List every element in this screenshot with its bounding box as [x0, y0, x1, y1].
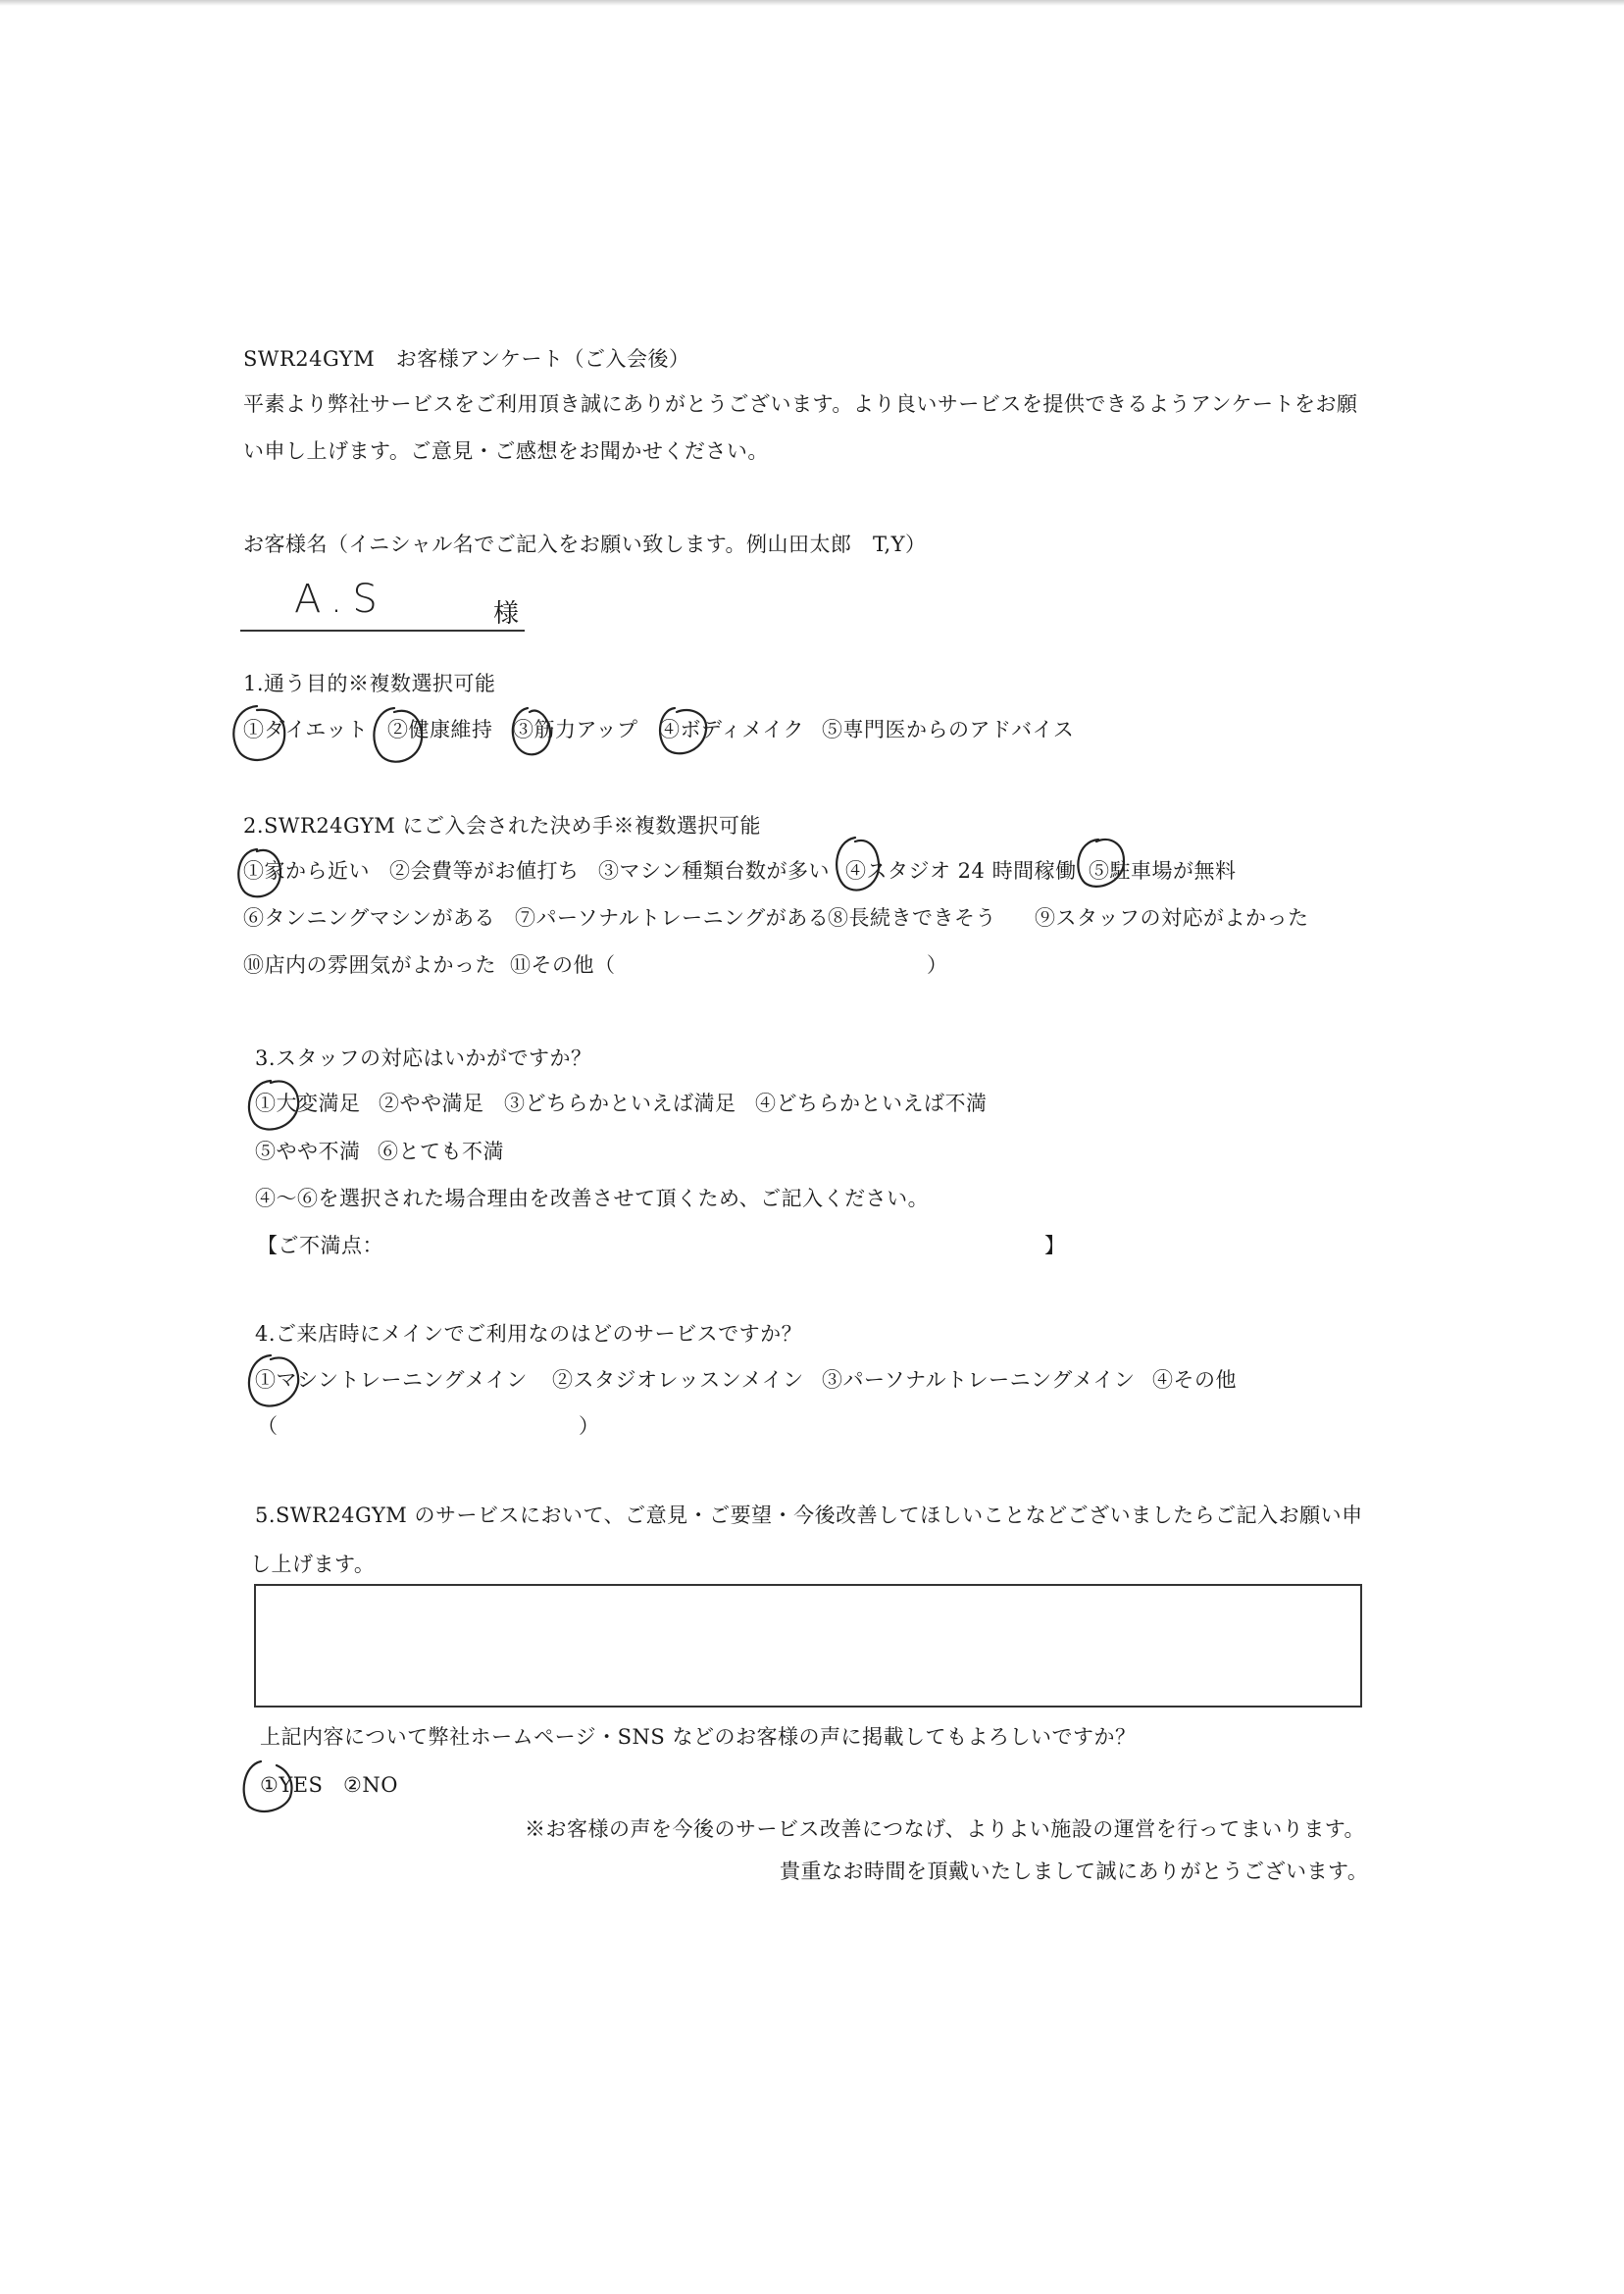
q4-option-2[interactable]: ②スタジオレッスンメイン: [552, 1368, 804, 1392]
q1-option-1[interactable]: ①ダイエット: [243, 718, 369, 741]
q3-complaint-label: 【ご不満点：: [257, 1234, 383, 1257]
consent-question: 上記内容について弊社ホームページ・SNS などのお客様の声に掲載してもよろしいですか？: [260, 1725, 1137, 1749]
intro-line-1: 平素より弊社サービスをご利用頂き誠にありがとうございます。より良いサービスを提供できるようアンケートをお願: [243, 392, 1358, 416]
q3-option-1[interactable]: ①大変満足: [255, 1092, 361, 1115]
q3-option-4[interactable]: ④どちらかといえば不満: [755, 1092, 988, 1115]
q2-option-5[interactable]: ⑤駐車場が無料: [1089, 859, 1237, 883]
q4-option-4[interactable]: ④その他: [1152, 1368, 1237, 1392]
q5-heading-line-1: 5.SWR24GYM のサービスにおいて、ご意見・ご要望・今後改善してほしいことなどございましたらご記入お願い申: [255, 1504, 1363, 1527]
q2-option-4[interactable]: ④スタジオ 24 時間稼働: [845, 859, 1077, 883]
q3-option-5[interactable]: ⑤やや不満: [255, 1140, 361, 1163]
q3-option-2[interactable]: ②やや満足: [379, 1092, 484, 1115]
q2-option-11[interactable]: ⑪その他（: [510, 953, 616, 977]
q2-option-1[interactable]: ①家から近い: [243, 859, 370, 883]
q1-option-4[interactable]: ④ボディメイク: [659, 718, 804, 741]
q1-option-2[interactable]: ②健康維持: [387, 718, 493, 741]
q2-option-3[interactable]: ③マシン種類台数が多い: [598, 859, 830, 883]
q4-other-open: （: [257, 1414, 279, 1438]
q3-note: ④～⑥を選択された場合理由を改善させて頂くため、ご記入ください。: [255, 1187, 930, 1210]
q4-other-close: ）: [579, 1414, 600, 1438]
form-title: SWR24GYM お客様アンケート（ご入会後）: [243, 347, 690, 371]
q2-other-close: ）: [927, 953, 948, 977]
q5-comment-box[interactable]: [254, 1584, 1362, 1708]
q1-heading: 1.通う目的※複数選択可能: [243, 672, 496, 695]
q2-option-6[interactable]: ⑥タンニングマシンがある: [243, 906, 496, 930]
q1-option-5[interactable]: ⑤専門医からのアドバイス: [822, 718, 1075, 741]
q3-option-6[interactable]: ⑥とても不満: [378, 1140, 504, 1163]
q4-option-3[interactable]: ③パーソナルトレーニングメイン: [822, 1368, 1136, 1392]
q3-complaint-close: 】: [1044, 1234, 1066, 1257]
q1-option-3[interactable]: ③筋力アップ: [513, 718, 638, 741]
consent-option-no[interactable]: ②NO: [343, 1773, 398, 1797]
intro-line-2: い申し上げます。ご意見・ご感想をお聞かせください。: [243, 439, 769, 463]
q5-comment-text: [256, 1586, 1360, 1606]
q2-option-8[interactable]: ⑧長続きできそう: [828, 906, 996, 930]
footer-note-1: ※お客様の声を今後のサービス改善につなげ、よりよい施設の運営を行ってまいります。: [525, 1817, 1366, 1841]
q4-heading: 4.ご来店時にメインでご利用なのはどのサービスですか？: [255, 1322, 803, 1346]
customer-honorific: 様: [493, 599, 520, 629]
customer-name-underline: [240, 630, 525, 632]
footer-note-2: 貴重なお時間を頂戴いたしまして誠にありがとうございます。: [780, 1860, 1369, 1883]
q2-option-2[interactable]: ②会費等がお値打ち: [389, 859, 580, 883]
q4-option-1[interactable]: ①マシントレーニングメイン: [255, 1368, 528, 1392]
q2-option-10[interactable]: ⑩店内の雰囲気がよかった: [243, 953, 496, 977]
customer-name-label: お客様名（イニシャル名でご記入をお願い致します。例山田太郎 T,Y）: [243, 533, 927, 556]
scan-edge: [0, 0, 1624, 6]
q2-option-9[interactable]: ⑨スタッフの対応がよかった: [1035, 906, 1309, 930]
q2-heading: 2.SWR24GYM にご入会された決め手※複数選択可能: [243, 814, 761, 838]
q3-heading: 3.スタッフの対応はいかがですか？: [255, 1046, 592, 1070]
q3-option-3[interactable]: ③どちらかといえば満足: [504, 1092, 736, 1115]
q2-option-7[interactable]: ⑦パーソナルトレーニングがある: [515, 906, 830, 930]
customer-initials-handwritten[interactable]: A.S: [294, 577, 387, 622]
consent-option-yes[interactable]: ①YES: [260, 1773, 324, 1797]
q5-heading-line-2: し上げます。: [250, 1553, 376, 1576]
